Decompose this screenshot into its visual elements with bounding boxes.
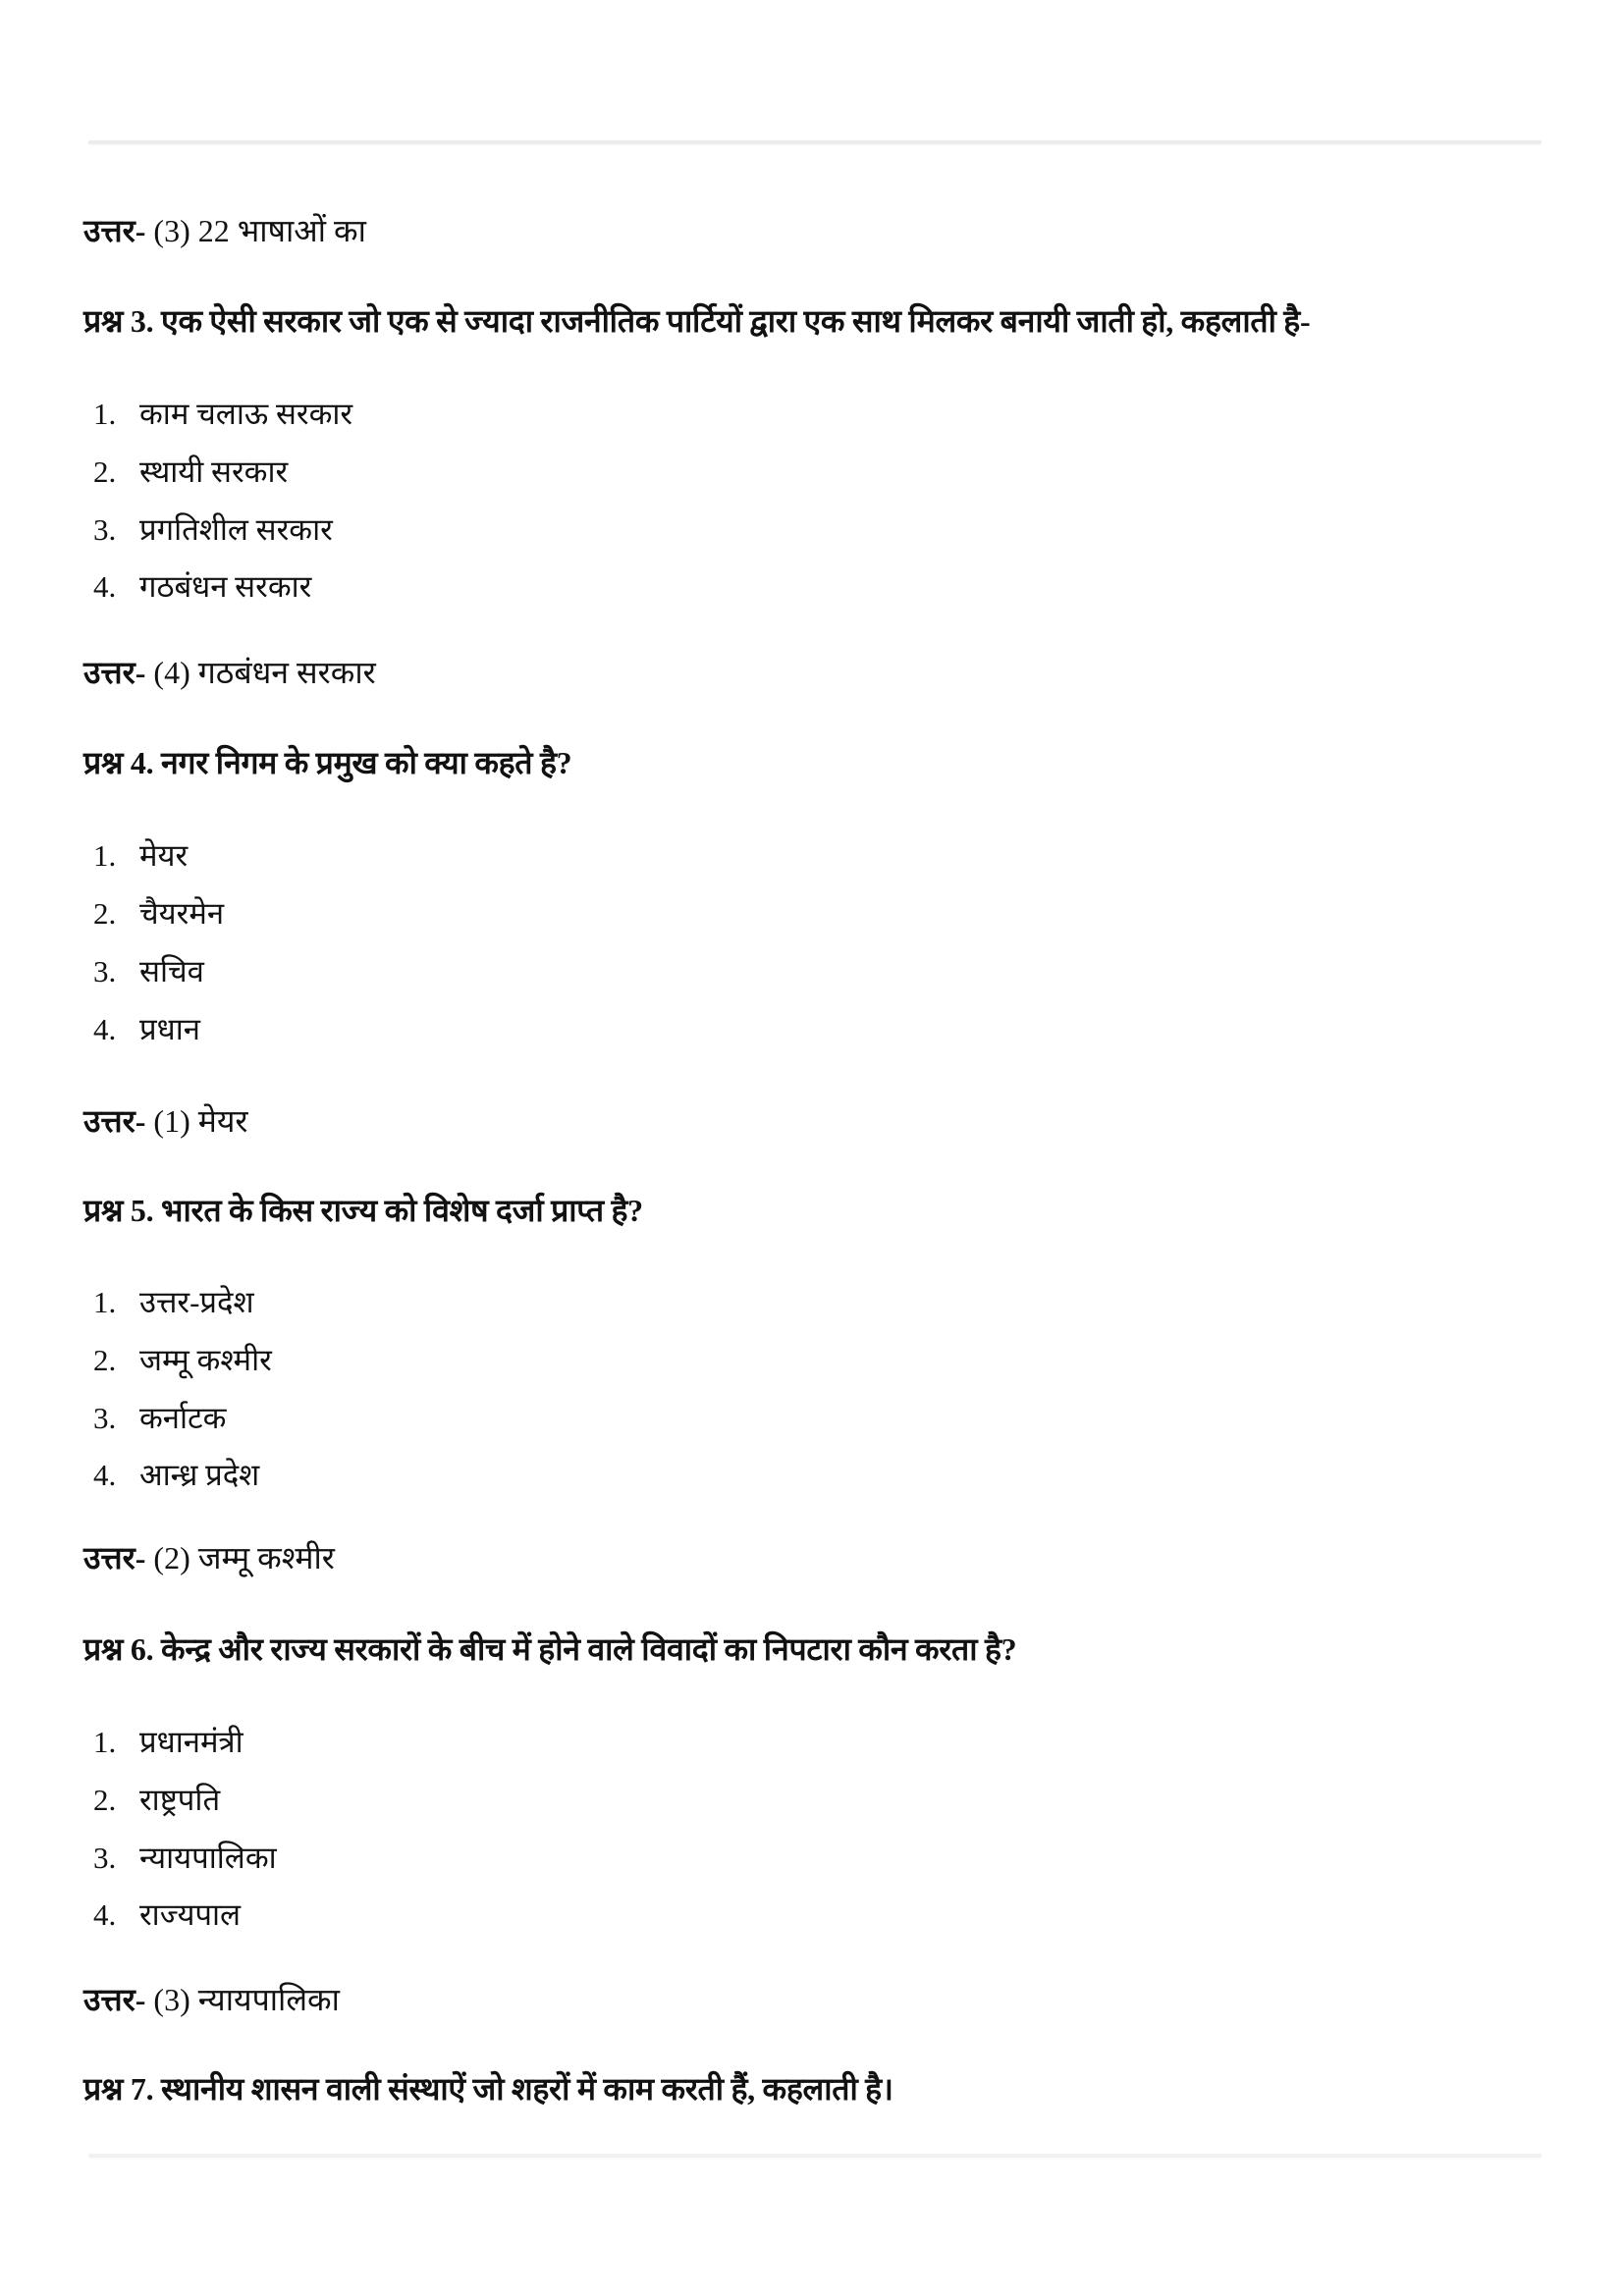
option-item xyxy=(93,833,188,879)
option-text: उत्तर-प्रदेश xyxy=(139,1285,254,1319)
answer-option: (1) xyxy=(153,1103,190,1139)
answer-option: (4) xyxy=(153,655,190,690)
bottom-divider xyxy=(88,2154,1542,2158)
option-number: 1. xyxy=(93,397,117,431)
question-text: नगर निगम के प्रमुख को क्या कहते है? xyxy=(161,745,572,780)
option-number: 4. xyxy=(93,1458,117,1492)
option-text: प्रधानमंत्री xyxy=(139,1725,243,1759)
option-number: 2. xyxy=(93,1783,117,1817)
question-label: प्रश्न 5. xyxy=(83,1193,154,1228)
option-text: काम चलाऊ सरकार xyxy=(139,397,353,431)
option-text: जम्मू कश्मीर xyxy=(139,1343,272,1377)
option-item xyxy=(93,891,224,936)
answer-q2 xyxy=(83,208,366,253)
option-text: चैयरमेन xyxy=(139,896,225,931)
question-3 xyxy=(83,298,1310,344)
answer-label: उत्तर- xyxy=(83,1540,146,1575)
option-item xyxy=(93,1007,200,1052)
option-item xyxy=(93,1396,226,1441)
question-text: भारत के किस राज्य को विशेष दर्जा प्राप्त है? xyxy=(161,1193,643,1228)
question-4 xyxy=(83,740,571,785)
answer-text: 22 भाषाओं का xyxy=(197,213,366,248)
answer-text: गठबंधन सरकार xyxy=(197,655,376,690)
question-7 xyxy=(83,2066,893,2111)
option-text: गठबंधन सरकार xyxy=(139,569,312,604)
option-number: 4. xyxy=(93,1012,117,1046)
option-number: 4. xyxy=(93,569,117,604)
option-item xyxy=(93,1893,241,1938)
question-text: स्थानीय शासन वाली संस्थाऐं जो शहरों में काम करती हैं, कहलाती है। xyxy=(161,2071,893,2107)
option-text: कर्नाटक xyxy=(139,1401,227,1435)
option-text: राष्ट्रपति xyxy=(139,1783,221,1817)
question-label: प्रश्न 6. xyxy=(83,1631,154,1667)
option-text: आन्ध्र प्रदेश xyxy=(139,1458,260,1492)
question-label: प्रश्न 3. xyxy=(83,303,154,339)
answer-label: उत्तर- xyxy=(83,1103,146,1139)
option-text: स्थायी सरकार xyxy=(139,454,289,489)
option-text: प्रधान xyxy=(139,1012,200,1046)
top-divider xyxy=(88,140,1542,144)
option-number: 2. xyxy=(93,896,117,931)
option-number: 2. xyxy=(93,454,117,489)
answer-text: जम्मू कश्मीर xyxy=(197,1540,335,1575)
option-item xyxy=(93,507,333,553)
answer-label: उत्तर- xyxy=(83,213,146,248)
option-number: 1. xyxy=(93,1725,117,1759)
option-item xyxy=(93,450,288,495)
question-6 xyxy=(83,1627,1016,1672)
option-number: 3. xyxy=(93,512,117,547)
answer-text: न्यायपालिका xyxy=(197,1982,340,2017)
option-text: प्रगतिशील सरकार xyxy=(139,512,333,547)
option-text: राज्यपाल xyxy=(139,1897,242,1932)
answer-option: (3) xyxy=(153,213,190,248)
answer-option: (3) xyxy=(153,1982,190,2017)
option-number: 1. xyxy=(93,838,117,873)
answer-option: (2) xyxy=(153,1540,190,1575)
option-item xyxy=(93,1720,243,1765)
option-number: 3. xyxy=(93,954,117,988)
question-label: प्रश्न 4. xyxy=(83,745,154,780)
answer-q5 xyxy=(83,1535,335,1580)
answer-label: उत्तर- xyxy=(83,655,146,690)
answer-text: मेयर xyxy=(197,1103,248,1139)
option-number: 4. xyxy=(93,1897,117,1932)
option-item xyxy=(93,392,352,437)
option-item xyxy=(93,1836,277,1881)
question-label: प्रश्न 7. xyxy=(83,2071,154,2107)
option-number: 1. xyxy=(93,1285,117,1319)
option-item xyxy=(93,1453,259,1498)
option-number: 2. xyxy=(93,1343,117,1377)
option-text: मेयर xyxy=(139,838,189,873)
question-text: एक ऐसी सरकार जो एक से ज्यादा राजनीतिक पार्टियों द्वारा एक साथ मिलकर बनायी जाती हो, कहलाती है- xyxy=(161,303,1311,339)
option-item xyxy=(93,1778,220,1823)
option-item xyxy=(93,949,204,994)
answer-label: उत्तर- xyxy=(83,1982,146,2017)
option-text: सचिव xyxy=(139,954,204,988)
option-number: 3. xyxy=(93,1401,117,1435)
option-number: 3. xyxy=(93,1841,117,1875)
answer-q6 xyxy=(83,1977,340,2022)
option-item xyxy=(93,1338,272,1383)
option-text: न्यायपालिका xyxy=(139,1841,277,1875)
question-5 xyxy=(83,1188,643,1233)
option-item xyxy=(93,1280,254,1325)
answer-q4 xyxy=(83,1098,248,1144)
option-item xyxy=(93,564,311,610)
question-text: केन्द्र और राज्य सरकारों के बीच में होने वाले विवादों का निपटारा कौन करता है? xyxy=(161,1631,1017,1667)
answer-q3 xyxy=(83,650,376,695)
